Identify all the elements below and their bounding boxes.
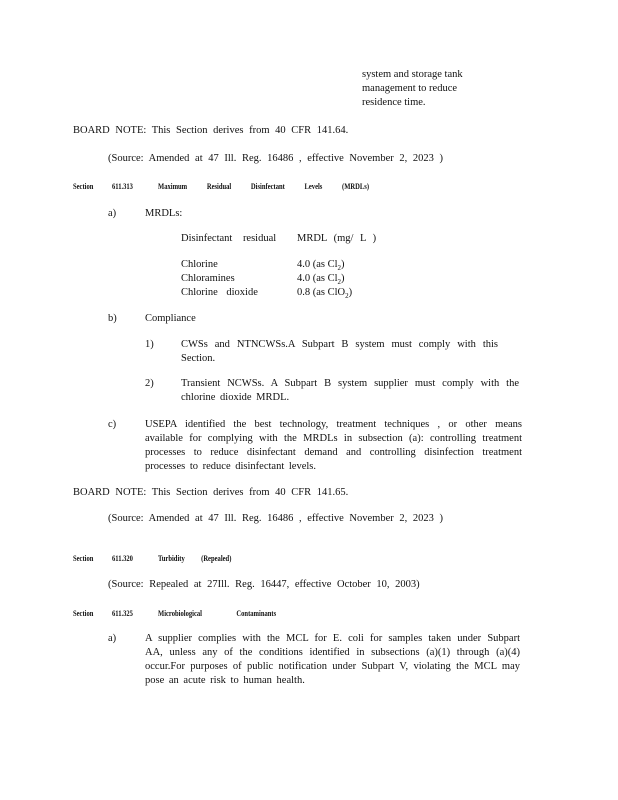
table-header: Disinfectant residual xyxy=(181,233,277,244)
continued-text-line: system and storage tank xyxy=(362,69,463,80)
paragraph: CWSs and NTNCWSs.A Subpart B system must comply with this Section. xyxy=(181,339,498,364)
list-marker: 2) xyxy=(145,378,154,389)
section-title: Turbidity (Repealed) xyxy=(158,554,232,563)
table-cell-value: 4.0 (as $Cl_2$) xyxy=(297,273,345,287)
paragraph: Transient NCWSs. A Subpart B system supplier must comply with the chlorine dioxide MRDL. xyxy=(181,378,519,403)
section-title: Maximum Residual Disinfectant Levels (MRDLs) xyxy=(158,182,370,191)
section-label: Section xyxy=(73,554,94,563)
board-note: BOARD NOTE: This Section derives from 40 CFR 141.65. xyxy=(73,487,349,498)
paragraph: A supplier complies with the MCL for E. coli for samples taken under Subpart AA, unless any of the conditions identified in subsections (a)(1) through (a)(4) occur.For purposes of public notification under Subpart V, violating the MCL may pose an acute risk to human health. xyxy=(145,633,520,686)
paragraph: USEPA identified the best technology, treatment techniques , or other means available for complying with the MRDLs in subsection (a): controlling treatment processes to reduce disinfectant demand and controlling disinfection treatment processes to reduce disinfectant levels. xyxy=(145,419,522,472)
table-cell-name: Chlorine dioxide xyxy=(181,287,258,298)
table-cell-value: 4.0 (as $Cl_2$) xyxy=(297,259,345,273)
list-marker: b) xyxy=(108,313,117,324)
board-note: BOARD NOTE: This Section derives from 40 CFR 141.64. xyxy=(73,125,349,136)
list-marker: 1) xyxy=(145,339,154,350)
source-note: (Source: Amended at 47 Ill. Reg. 16486 , effective November 2, 2023 ) xyxy=(108,513,443,524)
section-number: 611.325 xyxy=(112,609,133,618)
section-number: 611.320 xyxy=(112,554,133,563)
subsection-heading: Compliance xyxy=(145,313,196,324)
continued-text-line: residence time. xyxy=(362,97,426,108)
subsection-heading: MRDLs: xyxy=(145,208,183,219)
list-marker: a) xyxy=(108,208,117,219)
table-header: MRDL (mg/ L ) xyxy=(297,233,377,244)
section-label: Section xyxy=(73,609,94,618)
section-number: 611.313 xyxy=(112,182,133,191)
list-marker: a) xyxy=(108,633,117,644)
table-cell-name: Chloramines xyxy=(181,273,235,284)
section-title: Microbiological Contaminants xyxy=(158,609,277,618)
source-note: (Source: Repealed at 27Ill. Reg. 16447, effective October 10, 2003) xyxy=(108,579,420,590)
table-cell-value: 0.8 (as ClO$_2$) xyxy=(297,287,353,301)
continued-text-line: management to reduce xyxy=(362,83,458,94)
source-note: (Source: Amended at 47 Ill. Reg. 16486 , effective November 2, 2023 ) xyxy=(108,153,443,164)
table-cell-name: Chlorine xyxy=(181,259,218,270)
section-label: Section xyxy=(73,182,94,191)
list-marker: c) xyxy=(108,419,117,430)
